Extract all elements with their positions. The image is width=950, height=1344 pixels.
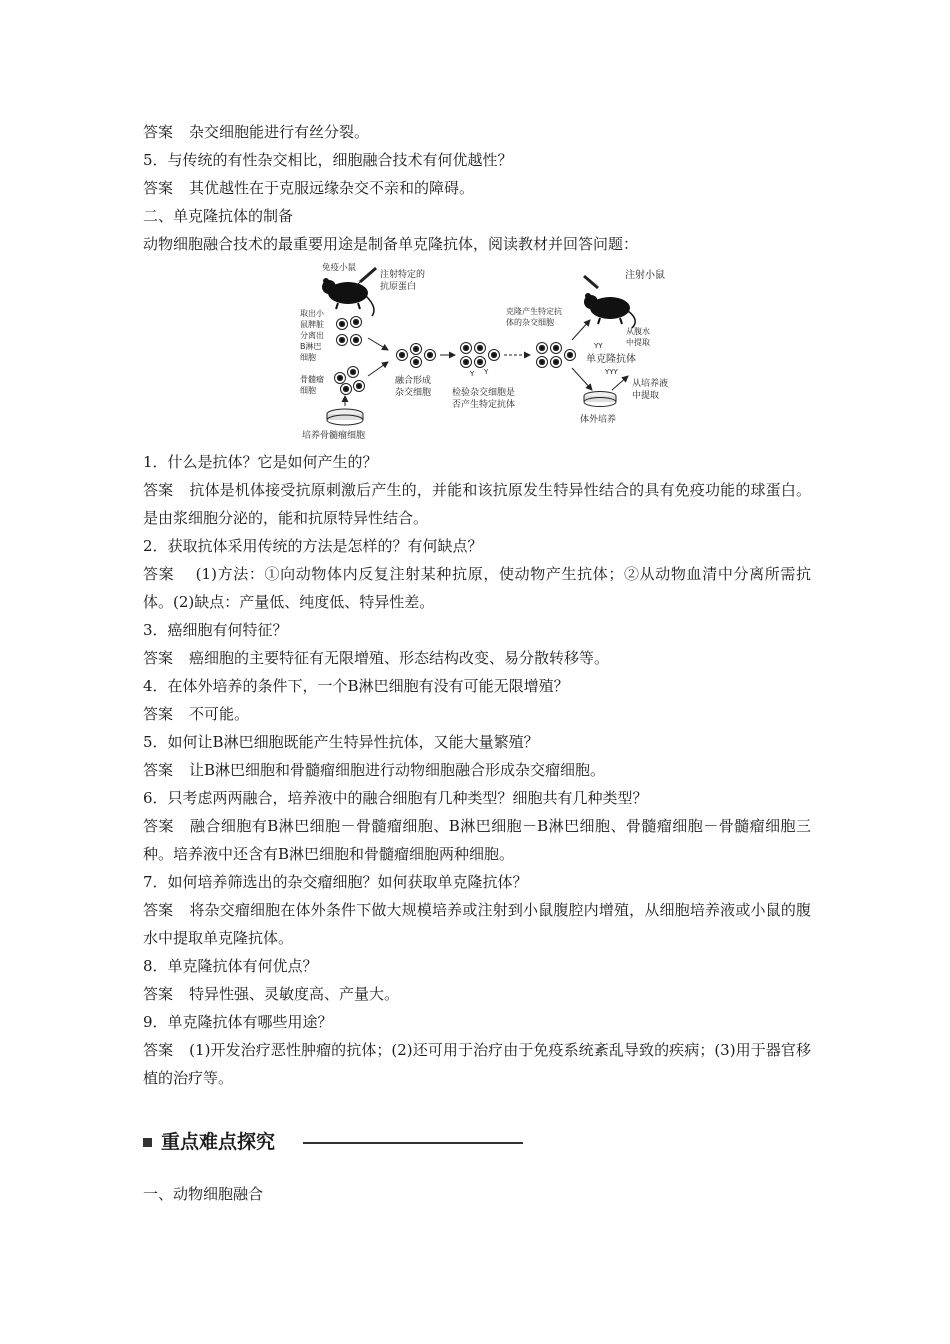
square-bullet-icon	[143, 1138, 152, 1147]
mouse-icon	[322, 278, 374, 316]
qa-list	[143, 448, 811, 1092]
label-inject-antigen-2: 抗原蛋白	[380, 282, 417, 292]
label-spleen-4: B淋巴	[300, 342, 322, 351]
answer-tag: 答案	[143, 817, 174, 835]
question: 1．什么是抗体？它是如何产生的？	[143, 453, 378, 471]
label-inject-mouse: 注射小鼠	[625, 270, 665, 281]
label-spleen-5: 细胞	[300, 353, 316, 362]
syringe-icon	[584, 276, 598, 288]
answer: 答案 特异性强、灵敏度高、产量大。	[143, 985, 400, 1003]
answer: 答案 抗体是机体接受抗原刺激后产生的，并能和该抗原发生特异性结合的具有免疫功能的球蛋白。是由浆细胞分泌的，能和抗原特异性结合。	[143, 481, 811, 527]
answer: 答案 让B淋巴细胞和骨髓瘤细胞进行动物细胞融合形成杂交瘤细胞。	[143, 761, 606, 779]
answer-tag: 答案	[143, 123, 174, 141]
question: 9．单克隆抗体有哪些用途？	[143, 1013, 333, 1031]
diagram-svg	[280, 258, 680, 443]
label-monoclonal-antibody: 单克隆抗体	[586, 354, 636, 365]
mouse-icon	[584, 293, 635, 328]
answer-tag: 答案	[143, 179, 174, 197]
label-myeloma-2: 细胞	[300, 386, 316, 395]
label-inject-antigen-1: 注射特定的	[380, 270, 426, 280]
label-spleen-3: 分离出	[300, 331, 324, 340]
intro-block	[143, 118, 811, 258]
subheading: 二、单克隆抗体的制备	[143, 207, 294, 225]
label-test-1: 检验杂交细胞是	[452, 388, 516, 398]
answer-tag: 答案	[143, 985, 174, 1003]
petri-dish-icon	[327, 409, 363, 425]
label-test-2: 否产生特定抗体	[452, 400, 516, 410]
antibody-marks: YY	[594, 342, 603, 350]
answer-tag: 答案	[143, 901, 174, 919]
label-immune-mouse: 免疫小鼠	[322, 263, 357, 273]
myeloma-cells	[335, 367, 365, 395]
answer-tag: 答案	[143, 761, 174, 779]
label-clone-1: 克隆产生特定抗	[506, 307, 562, 316]
petri-dish-icon	[584, 392, 616, 407]
question: 2．获取抗体采用传统的方法是怎样的？有何缺点？	[143, 537, 483, 555]
page-content	[143, 118, 811, 1092]
subsection-title: 一、动物细胞融合	[143, 1185, 264, 1203]
heading-rule	[303, 1142, 523, 1144]
answer-tag: 答案	[143, 649, 174, 667]
answer: 答案 不可能。	[143, 705, 250, 723]
question: 6．只考虑两两融合，培养液中的融合细胞有几种类型？细胞共有几种类型？	[143, 789, 648, 807]
answer-line: 答案 杂交细胞能进行有丝分裂。	[143, 123, 370, 141]
question: 3．癌细胞有何特征？	[143, 621, 288, 639]
svg-text:Y: Y	[470, 370, 475, 378]
answer: 答案 将杂交瘤细胞在体外条件下做大规模培养或注射到小鼠腹腔内增殖，从细胞培养液或小鼠的腹水中提取单克隆抗体。	[143, 901, 811, 947]
label-myeloma-1: 骨髓瘤	[300, 375, 324, 384]
answer-tag: 答案	[143, 1041, 174, 1059]
label-clone-2: 体的杂交细胞	[506, 318, 554, 327]
answer: 答案 (1)方法：①向动物体内反复注射某种抗原，使动物产生抗体；②从动物血清中分离所需抗体。(2)缺点：产量低、纯度低、特异性差。	[143, 565, 811, 611]
label-spleen-1: 取出小	[300, 309, 324, 318]
section-heading	[143, 1128, 543, 1158]
answer-tag: 答案	[143, 705, 174, 723]
question: 8．单克隆抗体有何优点？	[143, 957, 318, 975]
label-fusion-1: 融合形成	[395, 376, 432, 386]
b-cells	[337, 317, 362, 346]
question: 7．如何培养筛选出的杂交瘤细胞？如何获取单克隆抗体？	[143, 873, 528, 891]
answer-line: 答案 其优越性在于克服远缘杂交不亲和的障碍。	[143, 179, 475, 197]
monoclonal-antibody-diagram	[143, 258, 811, 448]
svg-text:YYY: YYY	[605, 368, 618, 376]
hybridoma-cells	[537, 343, 576, 368]
intro-paragraph: 动物细胞融合技术的最重要用途是制备单克隆抗体，阅读教材并回答问题：	[143, 235, 639, 253]
syringe-icon	[356, 268, 376, 286]
label-in-vitro: 体外培养	[580, 415, 617, 425]
label-medium-1: 从培养液	[632, 379, 669, 389]
question-line: 5．与传统的有性杂交相比，细胞融合技术有何优越性？	[143, 151, 513, 169]
label-spleen-2: 鼠脾脏	[300, 320, 324, 329]
answer: 答案 融合细胞有B淋巴细胞－骨髓瘤细胞、B淋巴细胞－B淋巴细胞、骨髓瘤细胞－骨髓瘤细胞三种。培养液中还含有B淋巴细胞和骨髓瘤细胞两种细胞。	[143, 817, 811, 863]
label-culture-myeloma: 培养骨髓瘤细胞	[302, 431, 366, 441]
tested-cells	[461, 343, 500, 379]
answer: 答案 (1)开发治疗恶性肿瘤的抗体；(2)还可用于治疗由于免疫系统紊乱导致的疾病；(3)用于器官移植的治疗等。	[143, 1041, 811, 1087]
label-fusion-2: 杂交细胞	[395, 388, 432, 398]
label-ascites-1: 从腹水	[626, 327, 650, 336]
question: 4．在体外培养的条件下，一个B淋巴细胞有没有可能无限增殖？	[143, 677, 569, 695]
answer-tag: 答案	[143, 565, 175, 583]
svg-text:Y: Y	[484, 368, 489, 376]
label-ascites-2: 中提取	[626, 338, 650, 347]
label-medium-2: 中提取	[632, 391, 660, 401]
answer: 答案 癌细胞的主要特征有无限增殖、形态结构改变、易分散转移等。	[143, 649, 610, 667]
fused-cells	[397, 344, 436, 368]
answer-tag: 答案	[143, 481, 174, 499]
section-heading-text: 重点难点探究	[161, 1131, 276, 1153]
question: 5．如何让B淋巴细胞既能产生特异性抗体，又能大量繁殖？	[143, 733, 539, 751]
